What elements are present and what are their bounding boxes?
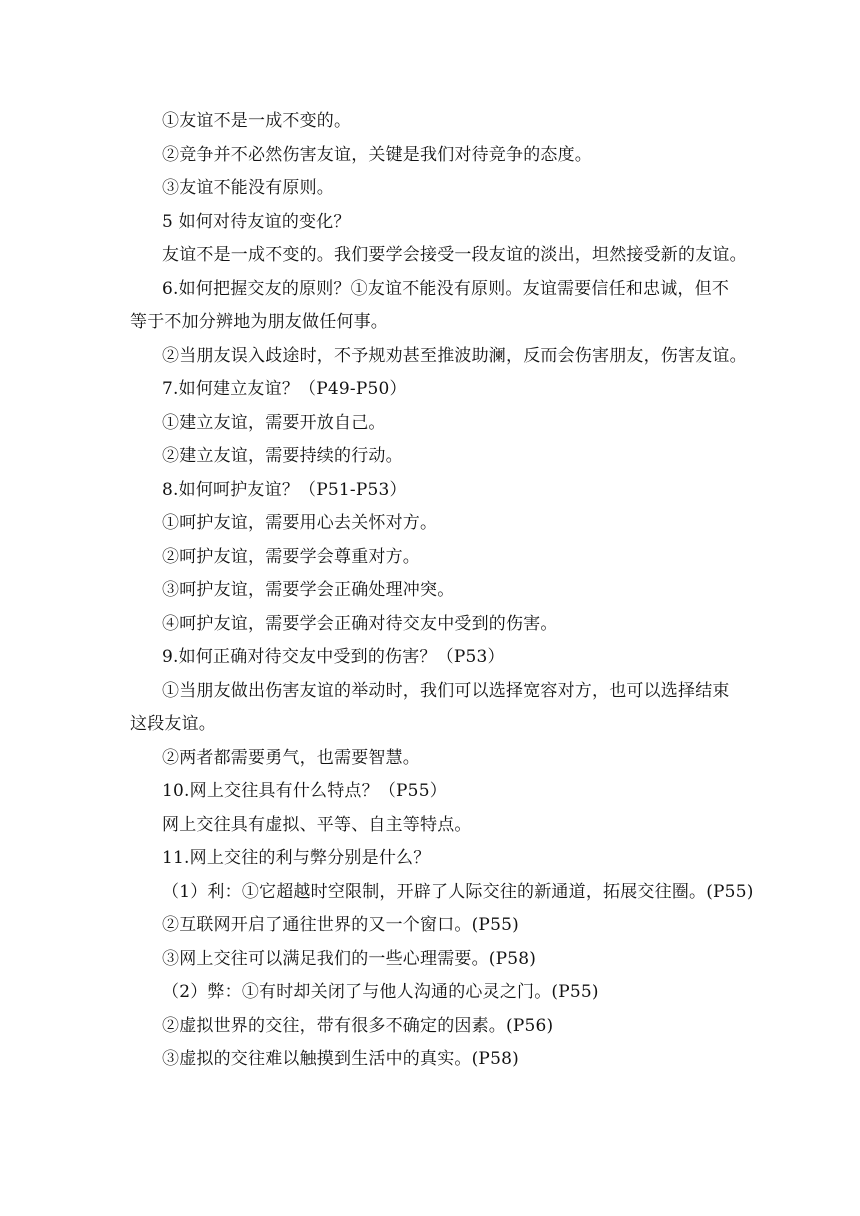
text-line: ④呵护友谊，需要学会正确对待交友中受到的伤害。 — [162, 613, 558, 634]
question-heading: 5 如何对待友谊的变化？ — [162, 211, 351, 232]
text-line: （1）利：①它超越时空限制，开辟了人际交往的新通道，拓展交往圈。(P55) — [162, 881, 754, 902]
text-line: ②竞争并不必然伤害友谊，关键是我们对待竞争的态度。 — [162, 144, 592, 165]
text-line: ③友谊不能没有原则。 — [162, 178, 334, 198]
question-heading: 7.如何建立友谊？（P49-P50） — [162, 379, 407, 399]
text-line: ②互联网开启了通往世界的又一个窗口。(P55) — [162, 915, 519, 935]
text-line: 友谊不是一成不变的。我们要学会接受一段友谊的淡出，坦然接受新的友谊。 — [162, 245, 747, 265]
text-line: ②两者都需要勇气，也需要智慧。 — [162, 747, 420, 768]
question-heading: 11.网上交往的利与弊分别是什么？ — [162, 848, 431, 868]
text-line: ②建立友谊，需要持续的行动。 — [162, 446, 403, 466]
text-line: ②呵护友谊，需要学会尊重对方。 — [162, 546, 420, 567]
text-line: ③网上交往可以满足我们的一些心理需要。(P58) — [162, 948, 537, 969]
text-line: ③呵护友谊，需要学会正确处理冲突。 — [162, 580, 455, 600]
text-line: ①呵护友谊，需要用心去关怀对方。 — [162, 513, 438, 533]
text-line: 这段友谊。 — [130, 714, 216, 734]
text-line: ①友谊不是一成不变的。 — [162, 111, 352, 131]
document-body — [130, 105, 754, 1077]
text-line: （2）弊：①有时却关闭了与他人沟通的心灵之门。(P55) — [162, 982, 599, 1002]
text-line: ③虚拟的交往难以触摸到生活中的真实。(P58) — [162, 1049, 519, 1069]
text-line: ②虚拟世界的交往，带有很多不确定的因素。(P56) — [162, 1015, 554, 1036]
question-heading: 10.网上交往具有什么特点？（P55） — [162, 781, 447, 801]
text-line: ①建立友谊，需要开放自己。 — [162, 412, 386, 433]
text-line: ①当朋友做出伤害友谊的举动时，我们可以选择宽容对方，也可以选择结束 — [162, 680, 730, 701]
question-heading: 9.如何正确对待交友中受到的伤害？（P53） — [162, 647, 505, 667]
question-heading: 6.如何把握交友的原则？①友谊不能没有原则。友谊需要信任和忠诚，但不 — [162, 278, 730, 299]
question-heading: 8.如何呵护友谊？（P51-P53） — [162, 479, 407, 500]
text-line: 网上交往具有虚拟、平等、自主等特点。 — [162, 814, 472, 835]
text-line: ②当朋友误入歧途时，不予规劝甚至推波助澜，反而会伤害朋友，伤害友谊。 — [162, 345, 747, 366]
text-line: 等于不加分辨地为朋友做任何事。 — [130, 312, 388, 332]
